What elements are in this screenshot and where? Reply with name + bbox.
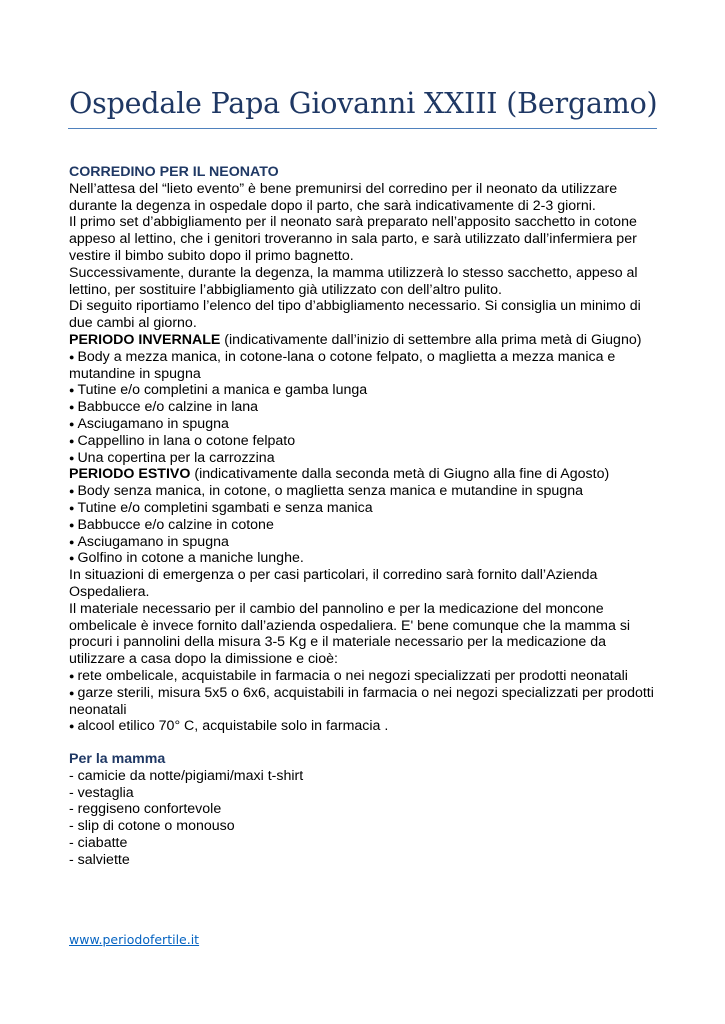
medical-items-list: [69, 668, 659, 735]
bullet-icon: ●: [69, 418, 75, 429]
footer-website-link[interactable]: www.periodofertile.it: [69, 932, 200, 947]
winter-items-list: [69, 349, 659, 467]
summer-period-note: (indicativamente dalla seconda metà di Giugno alla fine di Agosto): [190, 466, 610, 483]
list-item: - vestaglia: [69, 784, 134, 801]
section-heading-corredino: CORREDINO PER IL NEONATO: [69, 164, 279, 180]
list-item-text: Asciugamano in spugna: [77, 415, 229, 432]
list-item-text: Babbucce e/o calzine in lana: [77, 399, 259, 416]
list-item-text: Body senza manica, in cotone, o maglietta senza manica e mutandine in spugna: [77, 483, 583, 500]
list-item: [69, 718, 659, 735]
mamma-items-list: [69, 768, 659, 869]
list-item: - camicie da notte/pigiami/maxi t-shirt: [69, 767, 304, 784]
list-item: [69, 382, 659, 399]
list-item: [69, 399, 659, 416]
summer-period-label: PERIODO ESTIVO: [69, 466, 191, 483]
summer-items-list: [69, 483, 659, 567]
list-item-text: Tutine e/o completini sgambati e senza manica: [77, 499, 373, 516]
list-item: - salviette: [69, 851, 130, 868]
list-item-text: Cappellino in lana o cotone felpato: [77, 432, 296, 449]
bullet-icon: ●: [69, 502, 75, 513]
list-item: - reggiseno confortevole: [69, 801, 222, 818]
bullet-icon: ●: [69, 402, 75, 413]
list-item-text: alcool etilico 70° C, acquistabile solo in farmacia .: [77, 718, 389, 735]
list-item-text: Babbucce e/o calzine in cotone: [77, 516, 274, 533]
list-item: [69, 433, 659, 450]
title-divider: [68, 128, 657, 129]
list-item-text: garze sterili, misura 5x5 o 6x6, acquistabili in farmacia o nei negozi specializzati per prodotti neonatali: [69, 684, 654, 718]
list-item-text: Tutine e/o completini a manica e gamba lunga: [77, 382, 368, 399]
list-item: [69, 450, 659, 467]
list-item-text: Body a mezza manica, in cotone-lana o cotone felpato, o maglietta a mezza manica e mutandine in spugna: [69, 348, 616, 382]
page-title: Ospedale Papa Giovanni XXIII (Bergamo): [69, 87, 658, 120]
bullet-icon: ●: [69, 536, 75, 547]
list-item-text: Golfino in cotone a maniche lunghe.: [77, 550, 304, 567]
list-item: [69, 500, 659, 517]
bullet-icon: ●: [69, 687, 75, 698]
list-item-text: Una copertina per la carrozzina: [77, 449, 275, 466]
bullet-icon: ●: [69, 351, 75, 362]
list-item: [69, 517, 659, 534]
bullet-icon: ●: [69, 385, 75, 396]
diaper-paragraph: Il materiale necessario per il cambio del pannolino e per la medicazione del moncone ombelicale è invece fornito dall’azienda ospedaliera. E' bene comunque che la mamma si procuri i pannolini della misura 3-5 Kg e il materiale necessario per la medicazione da utilizzare a casa dopo la dimissione e cioè:: [69, 600, 631, 668]
intro-paragraph: Nell’attesa del “lieto evento” è bene premunirsi del corredino per il neonato da utilizzare durante la degenza in ospedale dopo il parto, che sarà indicativamente di 2-3 giorni.: [69, 180, 618, 214]
list-item: [69, 416, 659, 433]
list-item: [69, 550, 659, 567]
winter-period-line: [69, 332, 659, 349]
emergency-paragraph: In situazioni di emergenza o per casi particolari, il corredino sarà fornito dall’Azienda Ospedaliera.: [69, 567, 598, 600]
list-item: [69, 534, 659, 551]
intro-paragraph: Di seguito riportiamo l’elenco del tipo d’abbigliamento necessario. Si consiglia un minimo di due cambi al giorno.: [69, 298, 641, 332]
list-item: [69, 349, 659, 383]
bullet-icon: ●: [69, 519, 75, 530]
list-item-text: Asciugamano in spugna: [77, 533, 229, 550]
list-item: [69, 685, 659, 719]
list-item: [69, 668, 659, 685]
list-item: - ciabatte: [69, 835, 128, 852]
bullet-icon: ●: [69, 721, 75, 732]
bullet-icon: ●: [69, 553, 75, 564]
section-heading-mamma: Per la mamma: [69, 751, 166, 768]
list-item: - slip di cotone o monouso: [69, 818, 235, 835]
list-item: [69, 483, 659, 500]
bullet-icon: ●: [69, 452, 75, 463]
winter-period-label: PERIODO INVERNALE: [69, 331, 221, 348]
summer-period-line: [69, 466, 659, 483]
document-body: [69, 164, 659, 869]
intro-paragraph: Il primo set d’abbigliamento per il neonato sarà preparato nell’apposito sacchetto in cotone appeso al lettino, che i genitori troveranno in sala parto, e sarà utilizzato dall’infermiera per vestire il bimbo subito dopo il primo bagnetto.: [69, 214, 637, 264]
bullet-icon: ●: [69, 486, 75, 497]
winter-period-note: (indicativamente dall’inizio di settembre alla prima metà di Giugno): [220, 331, 642, 348]
list-item-text: rete ombelicale, acquistabile in farmacia o nei negozi specializzati per prodotti neonatali: [77, 667, 628, 684]
bullet-icon: ●: [69, 670, 75, 681]
bullet-icon: ●: [69, 435, 75, 446]
intro-paragraph: Successivamente, durante la degenza, la mamma utilizzerà lo stesso sacchetto, appeso al lettino, per sostituire l’abbigliamento già utilizzato con dell’altro pulito.: [69, 264, 638, 298]
